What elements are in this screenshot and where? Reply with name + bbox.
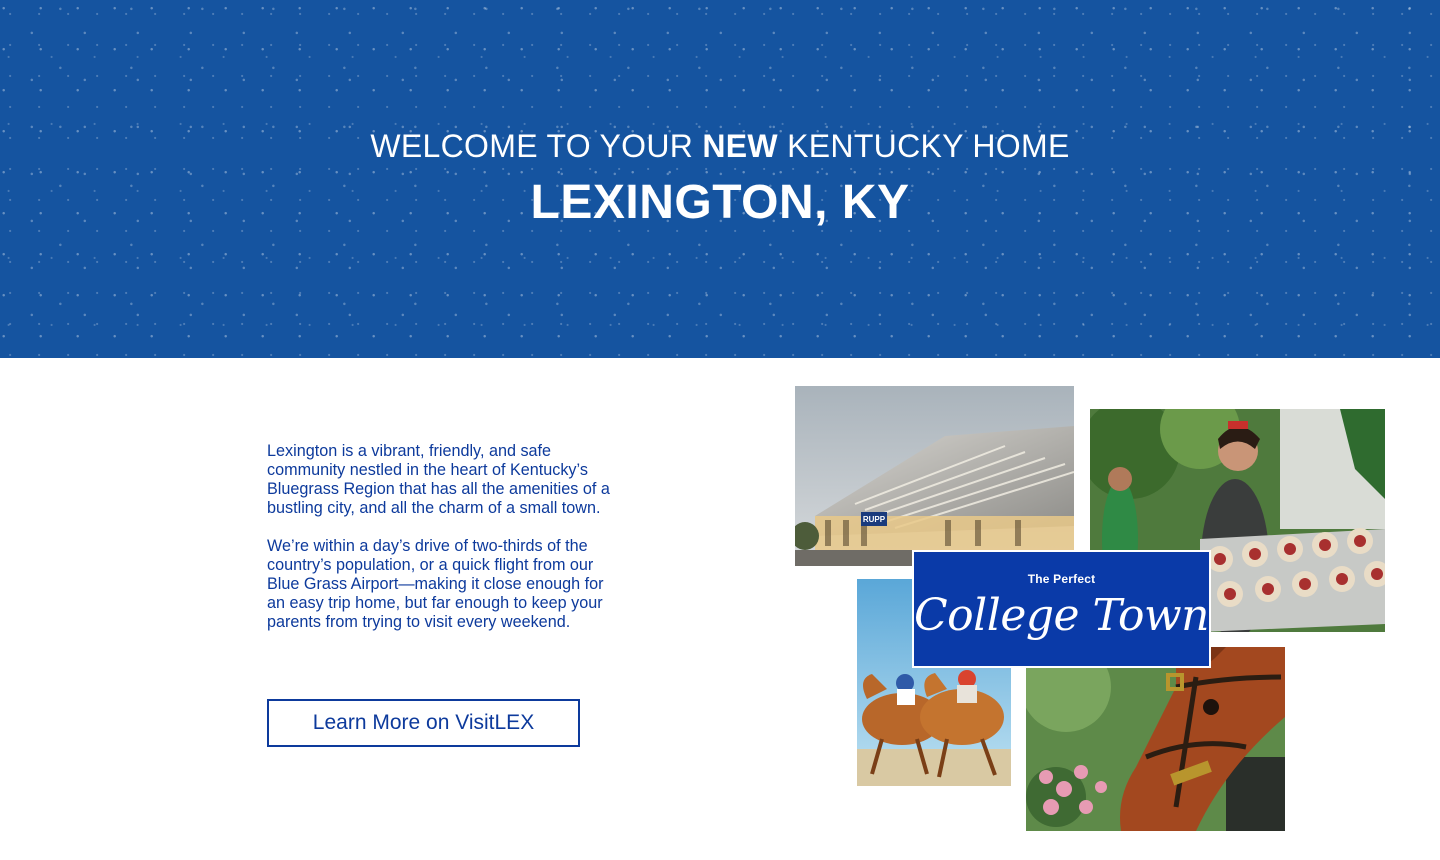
arena-photo: [795, 386, 1074, 566]
learn-more-button[interactable]: Learn More on VisitLEX: [267, 699, 580, 747]
hero-title: LEXINGTON, KY: [530, 176, 910, 229]
intro-paragraph: Lexington is a vibrant, friendly, and safe community nestled in the heart of Kentucky’s Bluegrass Region that has all the amenities of a bustling city, and all the charm of a small town.: [267, 442, 610, 517]
badge-script-title: College Town: [914, 590, 1209, 641]
arena-sign-text: RUPP: [862, 515, 886, 524]
intro-text: [267, 442, 612, 651]
hero-eyebrow-emphasis: NEW: [702, 128, 778, 164]
hero-eyebrow: [0, 128, 1440, 165]
hero-banner: [0, 0, 1440, 358]
hero-eyebrow-before: WELCOME TO YOUR: [370, 128, 694, 164]
horse-portrait-photo: [1026, 647, 1285, 831]
college-town-badge: [914, 552, 1209, 666]
intro-paragraph: We’re within a day’s drive of two-thirds of the country’s population, or a quick flight from our Blue Grass Airport—making it close enough for an easy trip home, but far enough to keep your parents from trying to visit every weekend.: [267, 537, 604, 631]
badge-kicker: The Perfect: [1027, 572, 1096, 586]
hero-eyebrow-after: KENTUCKY HOME: [787, 128, 1070, 164]
